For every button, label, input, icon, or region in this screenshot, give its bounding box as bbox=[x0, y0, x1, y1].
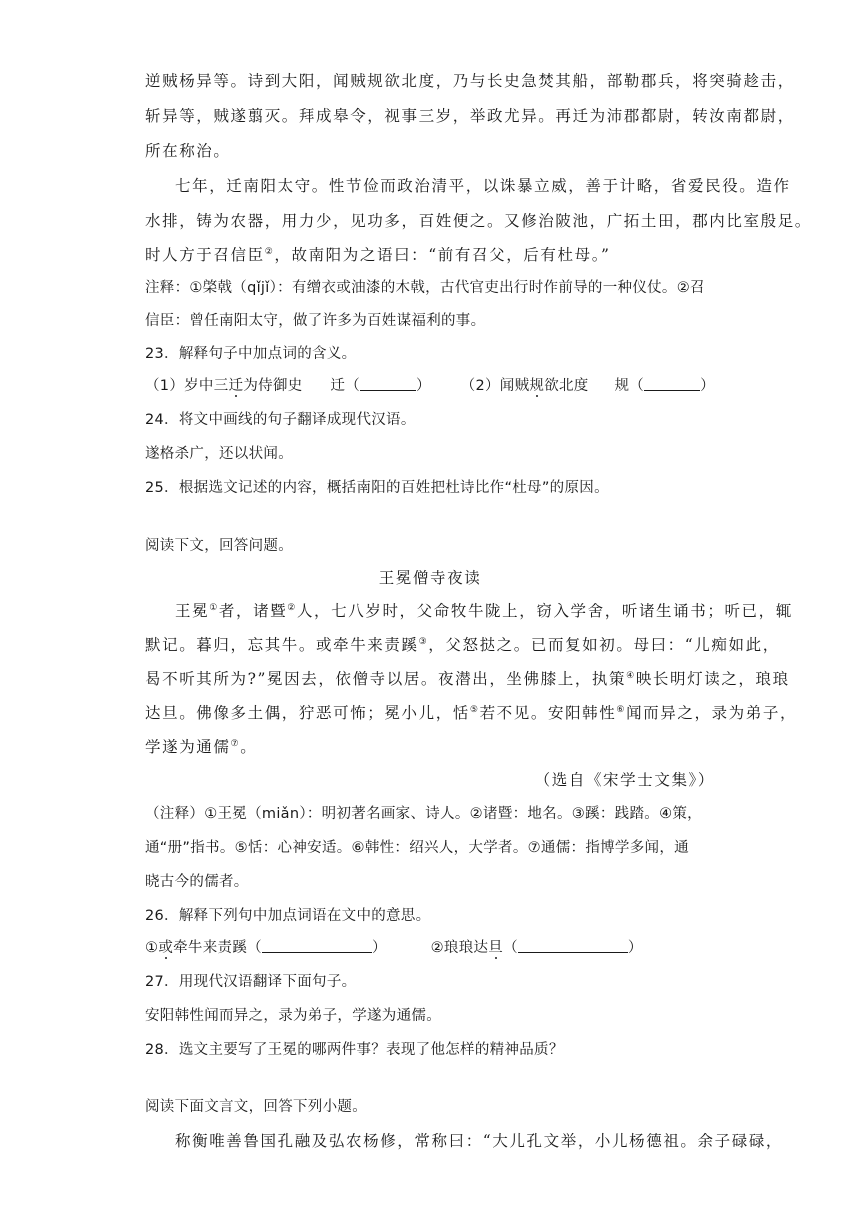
passage2-title: 王冕僧寺夜读 bbox=[378, 569, 482, 587]
question-25-title: 25．根据选文记述的内容，概括南阳的百姓把杜诗比作“杜母”的原因。 bbox=[145, 480, 609, 496]
question-23-items: （1）岁中三迁为侍御史 迁（ ） （2）闻贼规欲北度 规（ ） bbox=[145, 375, 725, 397]
passage1-notes-line-2: 信臣：曾任南阳太守，做了许多为百姓谋福利的事。 bbox=[145, 313, 486, 329]
dotted-word-dan: 旦 bbox=[488, 940, 504, 956]
passage2-intro: 阅读下文，回答问题。 bbox=[145, 538, 293, 554]
answer-blank-26-2[interactable] bbox=[518, 937, 628, 953]
passage2-line-3: 曷不听其所为?”冕因去，依僧寺以居。夜潜出，坐佛膝上，执策④映长明灯读之，琅琅 bbox=[145, 670, 790, 688]
passage1-line-3: 所在称治。 bbox=[145, 142, 231, 160]
passage1-para2-line-3: 时人方于召信臣②，故南阳为之语曰：“前有召父，后有杜母。” bbox=[145, 246, 611, 264]
question-26-title: 26．解释下列句中加点词语在文中的意思。 bbox=[145, 908, 431, 924]
question-26-items: ①或牵牛来责蹊（ ） ②琅琅达旦（ ） bbox=[145, 937, 725, 959]
passage1-para2-line-2: 水排，铸为农器，用力少，见功多，百姓便之。又修治陂池，广拓土田，郡内比室殷足。 bbox=[145, 212, 812, 230]
question-28-title: 28．选文主要写了王冕的哪两件事？表现了他怎样的精神品质？ bbox=[145, 1042, 564, 1058]
passage2-line-2: 默记。暮归，忘其牛。或牵牛来责蹊③，父怒挞之。已而复如初。母曰：“儿痴如此， bbox=[145, 636, 780, 654]
dotted-word-gui: 规 bbox=[529, 378, 545, 394]
question-27-title: 27．用现代汉语翻译下面句子。 bbox=[145, 974, 357, 990]
dotted-word-huo: 或 bbox=[158, 940, 174, 956]
passage2-line-4: 达旦。佛像多土偶，狞恶可怖；冕小儿，恬⑤若不见。安阳韩性⑥闻而异之，录为弟子， bbox=[145, 704, 798, 722]
passage1-line-2: 斩异等，贼遂翦灭。拜成皋令，视事三岁，举政尤异。再迁为沛郡都尉，转汝南都尉， bbox=[145, 107, 795, 125]
question-27-sentence: 安阳韩性闻而异之，录为弟子，学遂为通儒。 bbox=[145, 1008, 441, 1024]
passage2-notes-line-1: （注释）①王冕（miǎn）：明初著名画家、诗人。②诸暨：地名。③蹊：践踏。④策， bbox=[145, 806, 702, 822]
passage2-source: （选自《宋学士文集》） bbox=[534, 771, 715, 789]
passage3-line-1: 称衡唯善鲁国孔融及弘农杨修，常称曰：“大儿孔文举，小儿杨德祖。余子碌碌， bbox=[175, 1132, 784, 1150]
dotted-word-qian: 迁 bbox=[228, 378, 244, 394]
question-24-sentence: 遂格杀广，还以状闻。 bbox=[145, 446, 293, 462]
answer-blank-23-2[interactable] bbox=[644, 375, 700, 391]
passage2-notes-line-3: 晓古今的儒者。 bbox=[145, 874, 249, 890]
question-23-title: 23．解释句子中加点词的含义。 bbox=[145, 346, 357, 362]
answer-blank-26-1[interactable] bbox=[262, 937, 372, 953]
passage1-line-1: 逆贼杨异等。诗到大阳，闻贼规欲北度，乃与长史急焚其船，部勒郡兵，将突骑趁击， bbox=[145, 72, 795, 90]
passage1-para2-line-1: 七年，迁南阳太守。性节俭而政治清平，以诛暴立威，善于计略，省爱民役。造作 bbox=[175, 177, 791, 195]
passage1-notes-line-1: 注释：①棨戟（qǐjǐ）：有缯衣或油漆的木戟，古代官吏出行时作前导的一种仪仗。②召 bbox=[145, 280, 705, 296]
passage2-line-1: 王冕①者，诸暨②人，七八岁时，父命牧牛陇上，窃入学舍，听诸生诵书；听已，辄 bbox=[175, 602, 793, 620]
passage2-notes-line-2: 通“册”指书。⑤恬：心神安适。⑥韩性：绍兴人，大学者。⑦通儒：指博学多闻，通 bbox=[145, 840, 689, 856]
question-24-title: 24．将文中画线的句子翻译成现代汉语。 bbox=[145, 412, 416, 428]
passage3-intro: 阅读下面文言文，回答下列小题。 bbox=[145, 1099, 367, 1115]
answer-blank-23-1[interactable] bbox=[360, 375, 416, 391]
passage2-line-5: 学遂为通儒⑦。 bbox=[145, 738, 258, 756]
